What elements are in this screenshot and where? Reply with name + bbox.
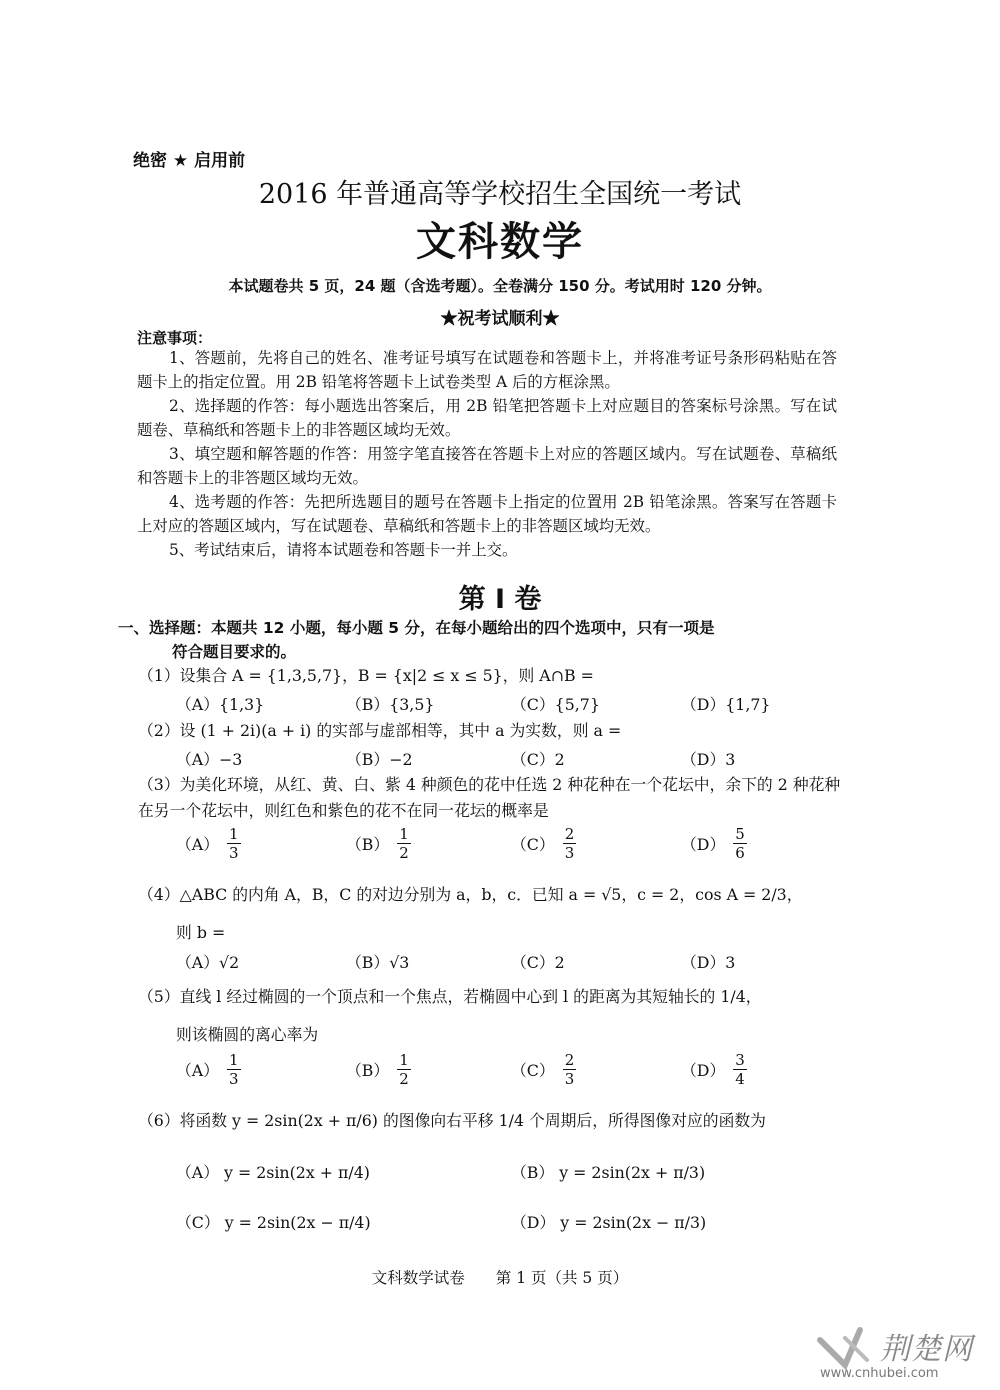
option-c: （C） $\frac{2}{3}$ bbox=[511, 1051, 575, 1088]
volume-title: 第 I 卷 bbox=[458, 584, 542, 615]
fraction: $\frac{1}{2}$ bbox=[399, 1051, 409, 1088]
note-item: 1、答题前，先将自己的姓名、准考证号填写在试题卷和答题卡上，并将准考证号条形码粘贴在答题卡上的指定位置。用 2B 铅笔将答题卡上试卷类型 A 后的方框涂黑。 bbox=[137, 349, 837, 391]
watermark-url: www.cnhubei.com bbox=[820, 1366, 939, 1381]
fraction: $\frac{5}{6}$ bbox=[735, 825, 745, 862]
fraction: $\frac{2}{3}$ bbox=[564, 825, 575, 862]
question-6-stem: （6）将函数 y = 2sin(2x + π/6) 的图像向右平移 1/4 个周期后，所得图像对应的函数为 bbox=[138, 1111, 766, 1130]
question-2-stem: （2）设 (1 + 2i)(a + i) 的实部与虚部相等，其中 a 为实数，则 a = bbox=[138, 721, 622, 740]
option-d: （D） $\frac{5}{6}$ bbox=[681, 825, 745, 862]
exam-info: 本试题卷共 5 页，24 题（含选考题）。全卷满分 150 分。考试用时 120 分钟。 bbox=[228, 277, 772, 295]
fraction: $\frac{3}{4}$ bbox=[735, 1051, 745, 1088]
exam-title: 2016 年普通高等学校招生全国统一考试 bbox=[258, 179, 742, 210]
fraction: $\frac{1}{3}$ bbox=[229, 1051, 239, 1088]
option-c: （C） y = 2sin(2x − π/4) bbox=[176, 1213, 371, 1232]
option-d: （D）3 bbox=[681, 750, 736, 769]
option-b: （B） $\frac{1}{2}$ bbox=[346, 825, 409, 862]
option-b: （B）{3,5} bbox=[346, 695, 435, 714]
option-a: （A）√2 bbox=[176, 953, 240, 972]
option-a: （A） $\frac{1}{3}$ bbox=[176, 1051, 239, 1088]
option-d: （D）3 bbox=[681, 953, 736, 972]
option-d: （D）{1,7} bbox=[681, 695, 771, 714]
note-item: 2、选择题的作答：每小题选出答案后，用 2B 铅笔把答题卡上对应题目的答案标号涂黑。写在试题卷、草稿纸和答题卡上的非答题区域均无效。 bbox=[137, 397, 837, 439]
note-item: 3、填空题和解答题的作答：用签字笔直接答在答题卡上对应的答题区域内。写在试题卷、草稿纸和答题卡上的非答题区域均无效。 bbox=[137, 445, 837, 487]
question-4-options bbox=[176, 950, 856, 974]
notes-heading: 注意事项： bbox=[137, 329, 213, 347]
question-6-options-row2 bbox=[176, 1210, 856, 1234]
option-b: （B） y = 2sin(2x + π/3) bbox=[511, 1163, 706, 1182]
note-item: 4、选考题的作答：先把所选题目的题号在答题卡上指定的位置用 2B 铅笔涂黑。答案写在答题卡上对应的答题区域内，写在试题卷、草稿纸和答题卡上的非答题区域均无效。 bbox=[137, 493, 837, 535]
option-b: （B）−2 bbox=[346, 750, 413, 769]
option-c: （C）{5,7} bbox=[511, 695, 600, 714]
question-2-options bbox=[176, 747, 856, 771]
option-d: （D） $\frac{3}{4}$ bbox=[681, 1051, 745, 1088]
secret-label: 绝密 ★ 启用前 bbox=[133, 151, 246, 171]
question-3-options bbox=[176, 826, 856, 866]
option-a: （A） $\frac{1}{3}$ bbox=[176, 825, 239, 862]
question-1-stem: （1）设集合 A = {1,3,5,7}，B = {x|2 ≤ x ≤ 5}，则 A∩B = bbox=[138, 666, 594, 685]
question-5-stem: （5）直线 l 经过椭圆的一个顶点和一个焦点，若椭圆中心到 l 的距离为其短轴长的 1/4， bbox=[138, 987, 762, 1006]
page-footer: 文科数学试卷 第 1 页（共 5 页） bbox=[371, 1269, 629, 1287]
option-a: （A）{1,3} bbox=[176, 695, 265, 714]
option-b: （B）√3 bbox=[346, 953, 410, 972]
fraction: $\frac{2}{3}$ bbox=[564, 1051, 575, 1088]
option-b: （B） $\frac{1}{2}$ bbox=[346, 1051, 409, 1088]
option-d: （D） y = 2sin(2x − π/3) bbox=[511, 1213, 707, 1232]
good-luck-line: ★祝考试顺利★ bbox=[440, 309, 560, 329]
option-c: （C） $\frac{2}{3}$ bbox=[511, 825, 575, 862]
section-heading-line2: 符合题目要求的。 bbox=[172, 643, 297, 661]
option-a: （A） y = 2sin(2x + π/4) bbox=[176, 1163, 370, 1182]
question-6-options-row1 bbox=[176, 1160, 856, 1184]
option-c: （C）2 bbox=[511, 750, 565, 769]
question-4-stem-cont: 则 b = bbox=[176, 923, 226, 942]
section-heading-line1: 一、选择题：本题共 12 小题，每小题 5 分，在每小题给出的四个选项中，只有一项是 bbox=[118, 619, 715, 637]
section-heading bbox=[118, 616, 843, 664]
fraction: $\frac{1}{3}$ bbox=[229, 825, 239, 862]
watermark-text: 荆楚网 bbox=[880, 1332, 973, 1367]
question-5-stem-cont: 则该椭圆的离心率为 bbox=[176, 1025, 319, 1044]
question-5-options bbox=[176, 1052, 856, 1092]
question-4-stem: （4）△ABC 的内角 A，B，C 的对边分别为 a，b，c．已知 a = √5，c = 2，cos A = 2/3， bbox=[138, 885, 803, 904]
subject-title: 文科数学 bbox=[416, 219, 584, 265]
option-c: （C）2 bbox=[511, 953, 565, 972]
option-a: （A）−3 bbox=[176, 750, 243, 769]
notes-list bbox=[137, 346, 837, 562]
question-3-stem: （3）为美化环境，从红、黄、白、紫 4 种颜色的花中任选 2 种花种在一个花坛中，余下的 2 种花种在另一个花坛中，则红色和紫色的花不在同一花坛的概率是 bbox=[138, 775, 841, 820]
fraction: $\frac{1}{2}$ bbox=[399, 825, 409, 862]
note-item: 5、考试结束后，请将本试题卷和答题卡一并上交。 bbox=[169, 541, 518, 559]
question-1-options bbox=[176, 692, 856, 716]
